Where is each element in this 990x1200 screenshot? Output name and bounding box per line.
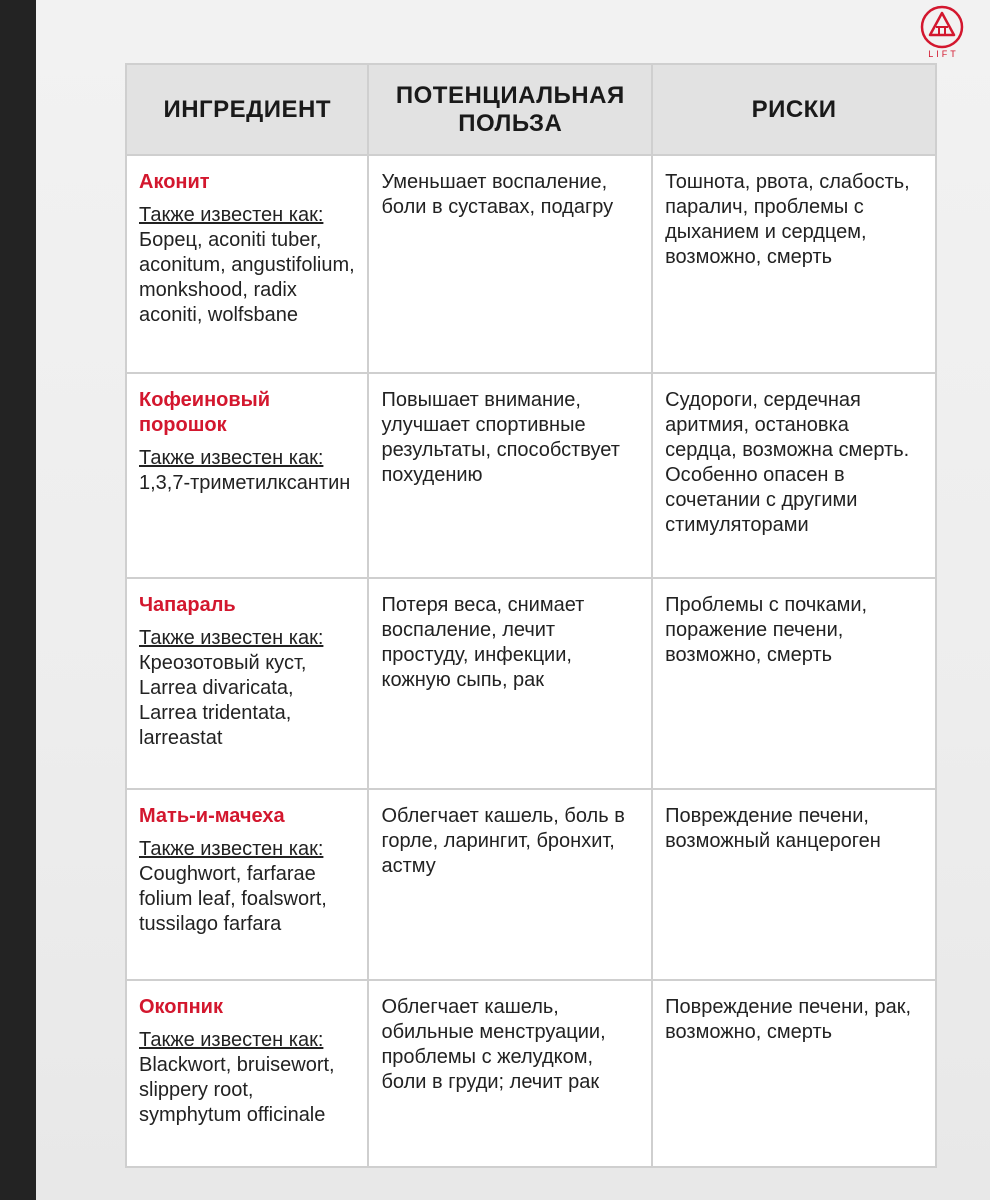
aka-names: Coughwort, farfarae folium leaf, foalswort, tussilago farfara bbox=[139, 863, 327, 935]
header-ingredient: ИНГРЕДИЕНТ bbox=[126, 64, 368, 155]
aka-label: Также известен как: bbox=[139, 838, 324, 860]
risks-cell: Повреждение печени, рак, возможно, смерть bbox=[652, 980, 936, 1167]
ingredient-name: Чапараль bbox=[139, 594, 236, 616]
aka-names: Blackwort, bruisewort, slippery root, symphytum officinale bbox=[139, 1054, 335, 1126]
ingredient-name: Окопник bbox=[139, 996, 223, 1018]
aka-text bbox=[139, 446, 355, 496]
ingredient-cell bbox=[126, 155, 368, 373]
aka-text bbox=[139, 1028, 355, 1128]
aka-names: Борец, aconiti tuber, aconitum, angustifolium, monkshood, radix aconiti, wolfsbane bbox=[139, 229, 355, 326]
aka-names: Креозотовый куст, Larrea divaricata, Larrea tridentata, larreastat bbox=[139, 652, 307, 749]
table-row bbox=[126, 155, 936, 373]
lift-logo-icon bbox=[919, 4, 965, 50]
risks-cell: Тошнота, рвота, слабость, паралич, проблемы с дыханием и сердцем, возможно, смерть bbox=[652, 155, 936, 373]
ingredient-cell bbox=[126, 373, 368, 578]
aka-label: Также известен как: bbox=[139, 627, 324, 649]
benefit-cell: Потеря веса, снимает воспаление, лечит простуду, инфекции, кожную сыпь, рак bbox=[368, 578, 652, 789]
ingredient-name: Мать-и-мачеха bbox=[139, 805, 285, 827]
ingredient-cell bbox=[126, 578, 368, 789]
risks-cell: Повреждение печени, возможный канцероген bbox=[652, 789, 936, 980]
benefit-cell: Повышает внимание, улучшает спортивные результаты, способствует похудению bbox=[368, 373, 652, 578]
left-dark-strip bbox=[0, 0, 36, 1200]
header-risks: РИСКИ bbox=[652, 64, 936, 155]
table-row bbox=[126, 373, 936, 578]
ingredients-table bbox=[125, 63, 937, 1168]
risks-cell: Проблемы с почками, поражение печени, возможно, смерть bbox=[652, 578, 936, 789]
ingredient-name: Аконит bbox=[139, 171, 210, 193]
aka-label: Также известен как: bbox=[139, 1029, 324, 1051]
lift-logo-text: LIFT bbox=[928, 49, 959, 59]
aka-text bbox=[139, 203, 355, 328]
aka-text bbox=[139, 837, 355, 937]
table-row bbox=[126, 980, 936, 1167]
ingredient-name: Кофеиновый порошок bbox=[139, 389, 271, 436]
table-row bbox=[126, 789, 936, 980]
risks-cell: Судороги, сердечная аритмия, остановка сердца, возможна смерть. Особенно опасен в сочетании с другими стимуляторами bbox=[652, 373, 936, 578]
benefit-cell: Уменьшает воспаление, боли в суставах, подагру bbox=[368, 155, 652, 373]
ingredient-cell bbox=[126, 789, 368, 980]
aka-names: 1,3,7-триметилксантин bbox=[139, 472, 351, 494]
header-benefit: ПОТЕНЦИАЛЬНАЯ ПОЛЬЗА bbox=[368, 64, 652, 155]
aka-label: Также известен как: bbox=[139, 447, 324, 469]
aka-text bbox=[139, 626, 355, 751]
ingredient-cell bbox=[126, 980, 368, 1167]
aka-label: Также известен как: bbox=[139, 204, 324, 226]
table-header-row bbox=[126, 64, 936, 155]
benefit-cell: Облегчает кашель, боль в горле, ларингит, бронхит, астму bbox=[368, 789, 652, 980]
table-row bbox=[126, 578, 936, 789]
benefit-cell: Облегчает кашель, обильные менструации, проблемы с желудком, боли в груди; лечит рак bbox=[368, 980, 652, 1167]
lift-logo bbox=[916, 4, 968, 66]
